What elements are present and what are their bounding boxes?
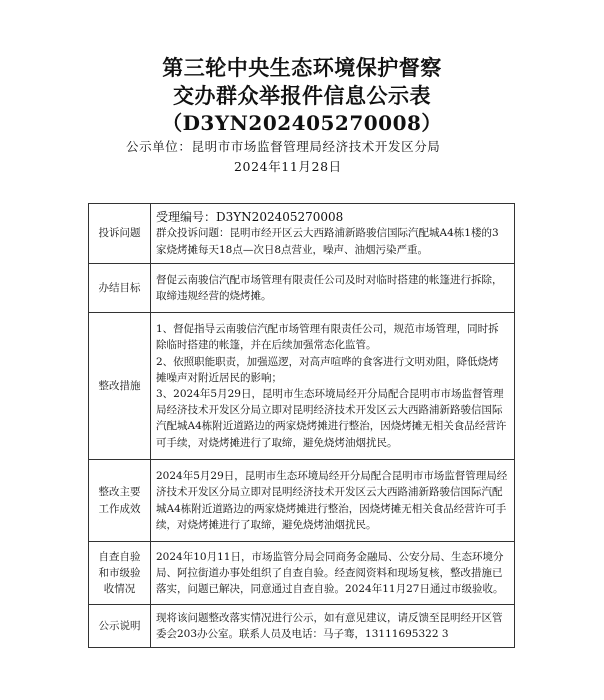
row-complaint — [89, 204, 515, 264]
measure-item: 1、督促指导云南骏信汽配市场管理有限责任公司，规范市场管理，同时拆除临时搭建的帐篷，并在后续加强常态化监管。 — [156, 323, 499, 352]
doc-title-line1: 第三轮中央生态环境保护督察 — [162, 55, 442, 80]
row-measures — [89, 313, 515, 460]
label-check: 自查自验和市级验收情况 — [89, 542, 151, 605]
doc-title-code: （D3YN202405270008） — [162, 111, 442, 135]
content-result: 2024年5月29日，昆明市生态环境局经开分局配合昆明市市场监督管理局经济技术开发区分局立即对昆明经济技术开发区云大西路浦新路骏信国际汽配城A4栋附近道路边的两家烧烤摊进行整治，因烧烤摊无相关食品经营许可手续，对烧烤摊进行了取缔，避免烧烤油烟扰民。 — [151, 460, 515, 542]
label-goal: 办结目标 — [89, 264, 151, 313]
row-result — [89, 460, 515, 542]
content-goal: 督促云南骏信汽配市场管理有限责任公司及时对临时搭建的帐篷进行拆除，取缔违规经营的烧烤摊。 — [151, 264, 515, 313]
publish-date: 2024年11月28日 — [234, 159, 342, 174]
measure-item: 2、依照职能职责，加强巡逻，对高声喧哗的食客进行文明劝阻，降低烧烤摊噪声对附近居民的影响； — [156, 355, 499, 384]
row-goal — [89, 264, 515, 313]
complaint-code: 受理编号：D3YN202405270008 — [156, 210, 344, 225]
content-measures — [151, 313, 515, 460]
content-check: 2024年10月11日，市场监管分局会同商务金融局、公安分局、生态环境分局、阿拉街道办事处组织了自查自验。经查阅资料和现场复核，整改措施已落实，问题已解决，同意通过自查自验。2024年11月27日通过市级验收。 — [151, 542, 515, 605]
content-notice: 现将该问题整改落实情况进行公示，如有意见建议，请反馈至昆明经开区管委会203办公室。联系人员及电话：马子骞，13111695322 3 — [151, 605, 515, 648]
label-result: 整改主要工作成效 — [89, 460, 151, 542]
measure-item: 3、2024年5月29日，昆明市生态环境局经开分局配合昆明市市场监督管理局经济技术开发区分局立即对昆明经济技术开发区云大西路浦新路骏信国际汽配城A4栋附近道路边的两家烧烤摊进行整治，因烧烤摊无相关食品经营许可手续，对烧烤摊进行了取缔，避免烧烤油烟扰民。 — [156, 388, 507, 449]
info-table — [88, 203, 515, 648]
row-check — [89, 542, 515, 605]
label-complaint: 投诉问题 — [89, 204, 151, 264]
content-complaint — [151, 204, 515, 264]
complaint-text: 群众投诉问题：昆明市经开区云大西路浦新路骏信国际汽配城A4栋1楼的3家烧烤摊每天18点—次日8点营业，噪声、油烟污染严重。 — [156, 227, 499, 256]
publishing-unit: 公示单位：昆明市市场监督管理局经济技术开发区分局 — [126, 139, 441, 154]
row-notice — [89, 605, 515, 648]
label-measures: 整改措施 — [89, 313, 151, 460]
label-notice: 公示说明 — [89, 605, 151, 648]
doc-title-line2: 交办群众举报件信息公示表 — [173, 83, 431, 108]
